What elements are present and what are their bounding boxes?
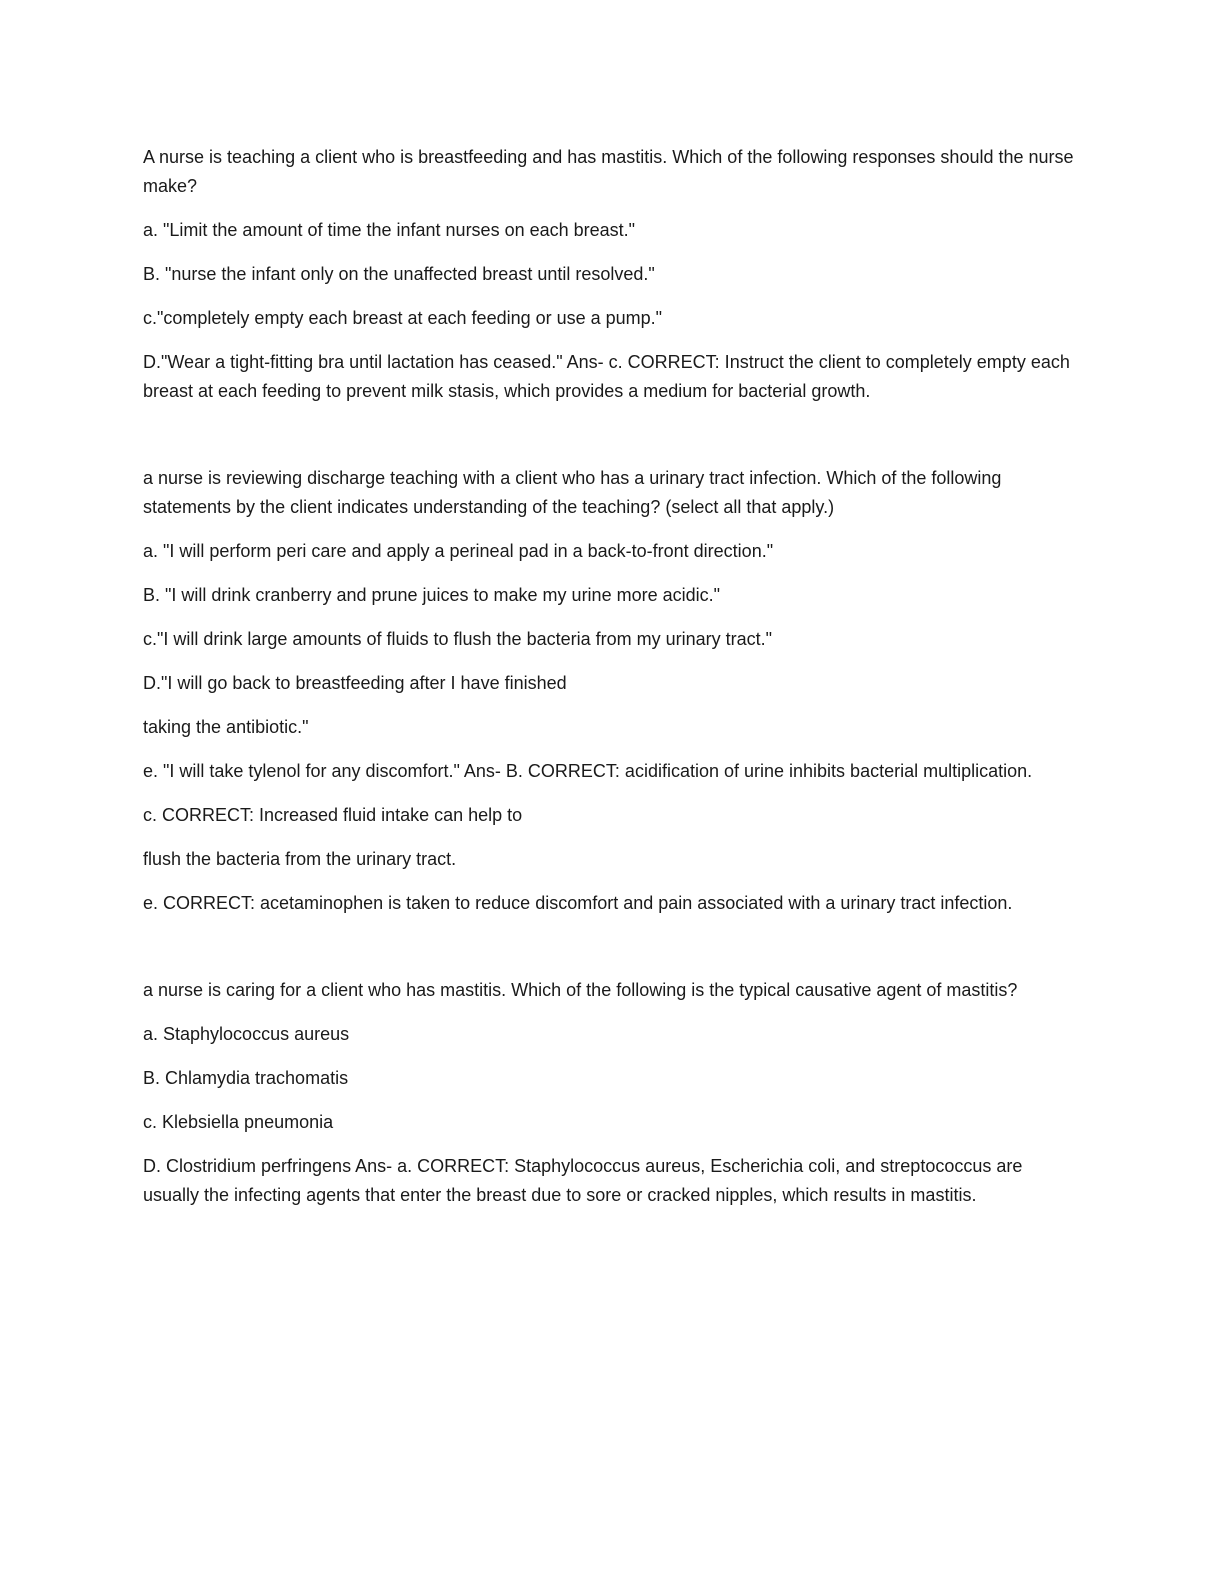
question-2-option-b: B. "I will drink cranberry and prune juices to make my urine more acidic." [143,585,721,605]
question-2-stem: a nurse is reviewing discharge teaching with a client who has a urinary tract infection. Which of the following statements by the client indicates understanding of the teaching? (select all that apply.) [143,468,1002,517]
document-page [143,143,1083,1225]
question-1-option-a: a. "Limit the amount of time the infant nurses on each breast." [143,220,636,240]
question-3-option-d-answer: D. Clostridium perfringens Ans- a. CORRECT: Staphylococcus aureus, Escherichia coli, and streptococcus are usually the infecting agents that enter the breast due to sore or cracked nipples, which results in mastitis. [143,1156,1023,1205]
question-2-option-c: c."I will drink large amounts of fluids to flush the bacteria from my urinary tract." [143,629,773,649]
question-2-option-d-continued: taking the antibiotic." [143,717,309,737]
question-block-1 [143,143,1083,406]
question-2-rationale-c-continued: flush the bacteria from the urinary tract. [143,849,457,869]
question-2-option-d: D."I will go back to breastfeeding after I have finished [143,673,567,693]
question-1-stem: A nurse is teaching a client who is breastfeeding and has mastitis. Which of the following responses should the nurse make? [143,147,1074,196]
question-block-2 [143,464,1083,918]
question-2-rationale-e: e. CORRECT: acetaminophen is taken to reduce discomfort and pain associated with a urinary tract infection. [143,893,1013,913]
question-1-option-b: B. "nurse the infant only on the unaffected breast until resolved." [143,264,655,284]
question-block-3 [143,976,1083,1210]
question-2-rationale-c: c. CORRECT: Increased fluid intake can help to [143,805,523,825]
question-1-option-d-answer: D."Wear a tight-fitting bra until lactation has ceased." Ans- c. CORRECT: Instruct the client to completely empty each breast at each feeding to prevent milk stasis, which provides a medium for bacterial growth. [143,352,1070,401]
question-3-option-a: a. Staphylococcus aureus [143,1024,350,1044]
question-3-option-b: B. Chlamydia trachomatis [143,1068,349,1088]
question-1-option-c: c."completely empty each breast at each feeding or use a pump." [143,308,663,328]
question-3-option-c: c. Klebsiella pneumonia [143,1112,334,1132]
question-3-stem: a nurse is caring for a client who has mastitis. Which of the following is the typical causative agent of mastitis? [143,980,1018,1000]
question-2-option-a: a. "I will perform peri care and apply a perineal pad in a back-to-front direction." [143,541,774,561]
question-2-option-e-answer: e. "I will take tylenol for any discomfort." Ans- B. CORRECT: acidification of urine inhibits bacterial multiplication. [143,761,1033,781]
